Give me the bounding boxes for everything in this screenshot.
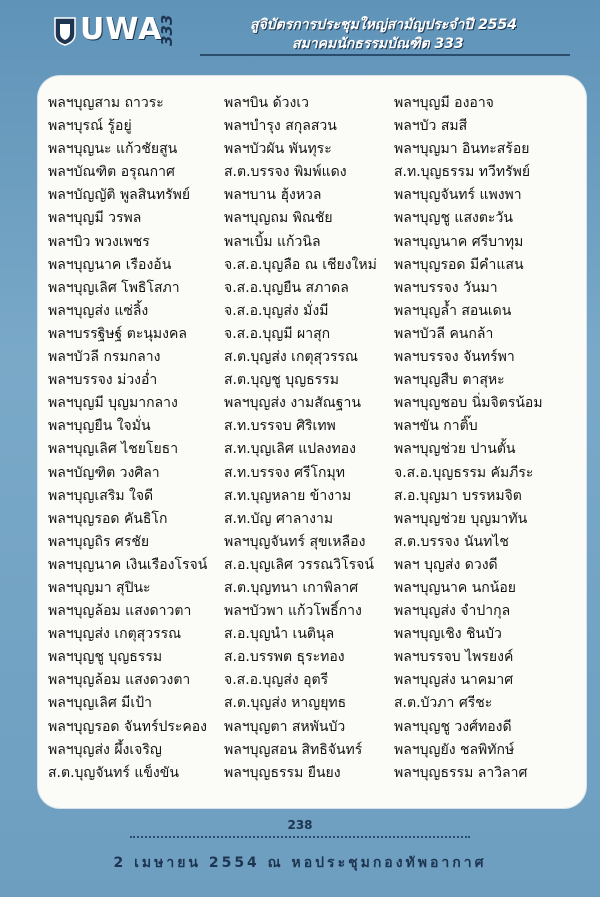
list-item: ส.ท.บุญเลิศ แปลงทอง [224,441,356,458]
list-item: พลฯบุญสืบ ตาสุหะ [394,372,505,389]
list-item: พลฯบัวลี คนกล้า [394,325,494,342]
list-item: พลฯบุญส่ง นาคมาศ [394,672,514,689]
list-item: พลฯบุญนะ แก้วชัยสูน [48,141,178,158]
header-title: สูจิบัตรการประชุมใหญ่สามัญประจำปี 2554 [250,17,518,33]
list-item: พลฯบุญมี องอาจ [394,95,494,111]
list-item: พลฯบุญล้อม แสงดวงตา [48,672,191,689]
list-item: จ.ส.อ.บุญยืน สภาดล [224,279,349,296]
list-item: ส.ต.บรรจง นันทไช [394,533,509,550]
list-item: พลฯบุญสอน สิทธิจันทร์ [224,741,363,758]
list-item: จ.ส.อ.บุญส่ง อุตรี [224,672,329,689]
shield-icon [54,16,76,46]
logo-number: 333 [158,14,176,46]
footer-divider [130,836,470,838]
list-item: ส.ต.บุญชู บุญธรรม [224,372,339,389]
list-item: พลฯบุญมา อินทะสร้อย [394,141,530,158]
list-item: พลฯบรรฐิษฐ์ ตะนุมงคล [48,325,187,342]
list-item: พลฯบุญจันทร์ แพงพา [394,187,522,204]
list-item: ส.ต.บุญทนา เกาพิลาศ [224,579,359,596]
list-item: พลฯบุญยัง ชลพิทักษ์ [394,741,515,758]
list-item: ส.ต.บุญส่ง หาญยุทธ [224,695,347,712]
list-item: พลฯบัญฑิต วงศิลา [48,464,160,481]
list-item: ส.ท.บัญ ศาลางาม [224,510,334,527]
list-item: พลฯบรรจง จันทร์พา [394,349,515,366]
list-item: พลฯบุญล้ำ สอนเดน [394,302,512,319]
header-divider [200,54,570,56]
list-item: พลฯบรรจบ ไพรยงค์ [394,649,514,666]
list-item: พลฯบิว พวงเพชร [48,233,150,250]
name-list [48,92,588,792]
list-item: จ.ส.อ.บุญธรรม คัมภีระ [394,464,534,481]
list-item: จ.ส.อ.บุญมี ผาสุก [224,325,331,342]
list-item: พลฯบุญล้อม แสงดาวตา [48,603,192,620]
list-item: พลฯบุญตา สหพันบัว [224,718,346,735]
name-column-1 [48,92,207,785]
list-item: พลฯบุญมี วรพล [48,210,142,227]
list-item: พลฯบาน ฮุ้งหวล [224,187,322,204]
list-item: ส.ท.บรรจบ ศิริเทพ [224,418,336,435]
list-item: พลฯบุญจันทร์ สุขเหลือง [224,533,366,550]
list-item: ส.ต.บุญส่ง เกตุสุวรรณ [224,349,358,366]
list-item: ส.อ.บุญมา บรรหมจิต [394,487,522,504]
list-item: พลฯบำรุง สกุลสวน [224,118,337,135]
list-item: พลฯบัณฑิต อรุณกาศ [48,164,175,181]
list-item: พลฯบุญรอด จันทร์ประคอง [48,718,208,735]
list-item: พลฯบุญส่ง เกตุสุวรรณ [48,626,182,643]
list-item: พลฯบุญนาค เรืองอ้น [48,256,172,273]
list-item: พลฯบุญนาค เงินเรืองโรจน์ [48,556,208,573]
list-item: พลฯบุญนาค นกน้อย [394,579,516,596]
list-item: พลฯบุญส่ง จำปากุล [394,603,511,620]
list-item: พลฯบัญญัติ พูลสินทรัพย์ [48,187,191,204]
list-item: ส.ต.บุญจันทร์ แข็งขัน [48,764,179,781]
list-item: พลฯบรรจง ม่วงอ่ำ [48,372,158,389]
name-column-3 [394,92,543,785]
name-column-2 [224,92,377,785]
list-item: ส.ท.บุญหลาย ข้างาม [224,487,352,504]
list-item: พลฯบุญช่วย บุญมาทัน [394,510,528,527]
list-item: พลฯบุญธรรม ลาวิลาศ [394,764,528,781]
footer-event-text: 2 เมษายน 2554 ณ หอประชุมกองทัพอากาศ [113,855,487,871]
header-subtitle: สมาคมนักธรรมบัณฑิต 333 [292,36,464,52]
list-item: พลฯขัน กาติ๊บ [394,418,478,435]
list-item: พลฯบุญเชิง ชินบัว [394,626,502,643]
page-number: 238 [287,818,313,832]
list-item: พลฯบัวผัน พันทุระ [224,141,332,158]
list-item: พลฯบุญเสริม ใจดี [48,487,154,504]
logo-text: UWA [80,12,163,47]
list-item: พลฯบัวลี กรมกลาง [48,349,161,366]
list-item: จ.ส.อ.บุญลือ ณ เชียงใหม่ [224,256,377,273]
list-item: พลฯบุญชู วงศ์ทองดี [394,718,512,735]
list-item: พลฯบุญถิร ศรชัย [48,533,150,550]
page-header [0,0,600,70]
list-item: ส.อ.บุญเลิศ วรรณวิโรจน์ [224,556,374,573]
list-item: พลฯ บุญส่ง ดวงดี [394,556,498,573]
list-item: พลฯบุญส่ง แซ่ลิ้ง [48,302,149,319]
list-item: พลฯบุญชู บุญธรรม [48,649,163,666]
list-item: ส.ท.บุญธรรม ทวีทรัพย์ [394,164,531,181]
list-item: ส.อ.บุญนำ เนตินุล [224,626,335,643]
list-item: พลฯบุญมา สุปินะ [48,579,151,596]
list-item: พลฯบุญยืน ใจมั่น [48,418,151,435]
list-item: ส.ท.บรรจง ศรีโกมุท [224,464,345,481]
list-item: พลฯบุญชู แสงตะวัน [394,210,513,227]
list-item: พลฯบุญรอด มีคำแสน [394,256,524,273]
list-item: ส.ต.บัวภา ศรีชะ [394,695,493,712]
list-item: พลฯบุญสาม ถาวระ [48,95,164,111]
list-item: พลฯบัว สมสี [394,118,468,135]
list-item: พลฯบุญชอบ นิ่มจิตรน้อม [394,395,543,412]
list-item: พลฯบุญเลิศ ไชยโยธา [48,441,179,458]
list-item: พลฯบุญมี บุญมากลาง [48,395,178,412]
list-item: พลฯบิน ด้วงเว [224,95,310,111]
list-item: พลฯบุรณ์ รู้อยู่ [48,118,132,135]
list-item: พลฯบุญช่วย ปานตั้น [394,441,516,458]
list-item: พลฯบุญส่ง งามสัณฐาน [224,395,361,412]
list-item: พลฯบุญธรรม ยืนยง [224,764,341,781]
list-item: ส.อ.บรรพต ธุระทอง [224,649,345,666]
list-item: พลฯบุญรอด คันธิโก [48,510,168,527]
list-item: พลฯบัวพา แก้วโพธิ์กาง [224,603,362,620]
list-item: ส.ต.บรรจง พิมพ์แดง [224,164,347,181]
list-item: พลฯบุญส่ง ผึ้งเจริญ [48,741,162,758]
list-item: พลฯบรรจง วันมา [394,279,498,296]
list-item: พลฯบุญเลิศ โพธิโสภา [48,279,180,296]
list-item: พลฯบุญเลิศ มีเป้า [48,695,152,712]
list-item: จ.ส.อ.บุญส่ง มั่งมี [224,302,329,319]
list-item: พลฯบุญนาค ศรีบาทุม [394,233,524,250]
list-item: พลฯเบิ้ม แก้วนิล [224,233,321,250]
list-item: พลฯบุญถม พิณชัย [224,210,333,227]
